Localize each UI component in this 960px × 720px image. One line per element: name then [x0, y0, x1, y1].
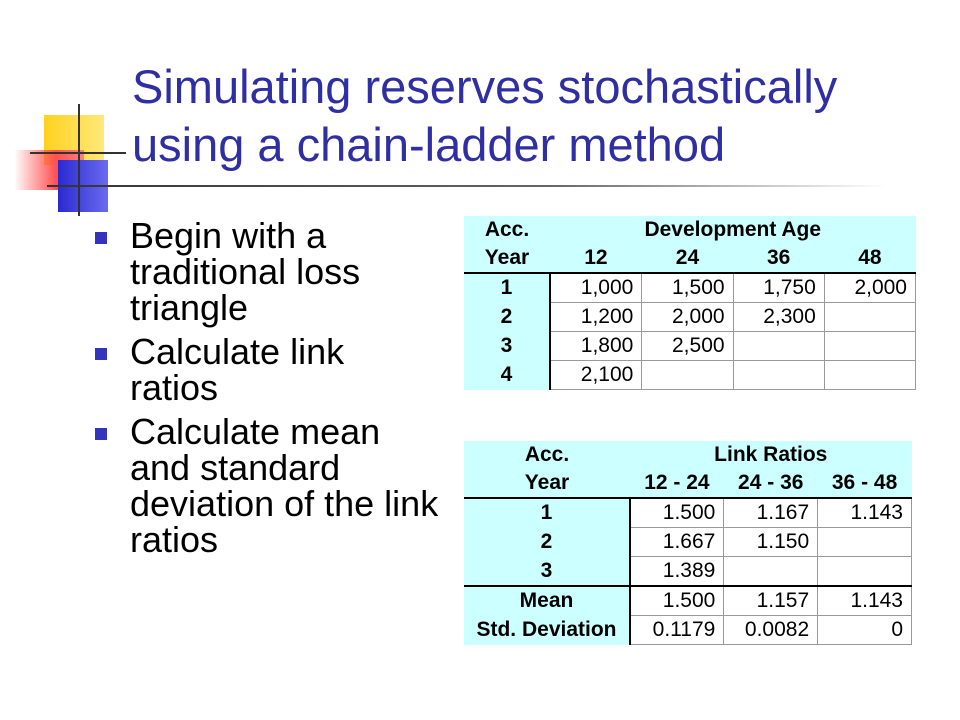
std-deviation-label: Std. Deviation [464, 616, 630, 645]
table-cell: 1.389 [630, 557, 724, 587]
table-row [464, 361, 916, 390]
row-header: 1 [464, 273, 550, 303]
table-cell [818, 557, 912, 587]
table-cell: 1,800 [550, 332, 642, 361]
vertical-line [78, 104, 80, 216]
mean-label: Mean [464, 586, 630, 616]
table-cell [824, 332, 915, 361]
slide-title [132, 58, 932, 174]
column-header: 36 - 48 [818, 469, 912, 498]
bullet-text: Calculate mean and standard deviation of the link ratios [130, 411, 439, 560]
table-cell: 1.143 [818, 498, 912, 528]
row-header: 4 [464, 361, 550, 390]
table-row [464, 557, 912, 587]
table-cell: 0.1179 [630, 616, 724, 645]
column-header: 24 [642, 244, 733, 273]
std-deviation-row [464, 616, 912, 645]
table-cell [824, 303, 915, 332]
development-age-header: Development Age [550, 216, 916, 244]
table-cell: 1,750 [733, 273, 824, 303]
table-row [464, 332, 916, 361]
table-row [464, 273, 916, 303]
table-row [464, 303, 916, 332]
table-row [464, 528, 912, 557]
mean-row [464, 586, 912, 616]
table-cell: 1,200 [550, 303, 642, 332]
acc-header: Acc. [464, 441, 630, 469]
title-underline [47, 185, 887, 187]
table-cell: 1.167 [724, 498, 818, 528]
bullet-item [95, 215, 440, 328]
table-cell: 0 [818, 616, 912, 645]
table-cell: 1,000 [550, 273, 642, 303]
table-cell [733, 361, 824, 390]
column-header: 24 - 36 [724, 469, 818, 498]
table-cell: 1,500 [642, 273, 733, 303]
bullet-item [95, 411, 440, 560]
row-header: 3 [464, 557, 630, 587]
column-header: 12 [550, 244, 642, 273]
acc-header: Acc. [464, 216, 550, 244]
row-header: 2 [464, 528, 630, 557]
row-header: 1 [464, 498, 630, 528]
table-cell: 0.0082 [724, 616, 818, 645]
table-row [464, 498, 912, 528]
table-cell: 1.500 [630, 586, 724, 616]
table-cell: 2,500 [642, 332, 733, 361]
column-header: 48 [824, 244, 915, 273]
title-line-2: using a chain-ladder method [132, 118, 726, 171]
table-cell [818, 528, 912, 557]
table-cell: 1.500 [630, 498, 724, 528]
table-cell [733, 332, 824, 361]
year-header: Year [464, 244, 550, 273]
bullet-text: Calculate link ratios [130, 331, 345, 408]
row-header: 3 [464, 332, 550, 361]
table-cell: 1.157 [724, 586, 818, 616]
square-bullet-icon [95, 232, 107, 244]
bullet-item [95, 331, 440, 408]
title-line-1: Simulating reserves stochastically [132, 60, 838, 113]
square-bullet-icon [95, 348, 107, 360]
column-header: 36 [733, 244, 824, 273]
table-cell: 1.667 [630, 528, 724, 557]
link-ratios-table [464, 441, 912, 645]
template-decoration [0, 0, 130, 215]
table-cell: 2,300 [733, 303, 824, 332]
table-cell [642, 361, 733, 390]
table-cell [824, 361, 915, 390]
bullet-text: Begin with a traditional loss triangle [130, 215, 361, 328]
table-cell: 2,000 [642, 303, 733, 332]
table-cell: 1.143 [818, 586, 912, 616]
square-bullet-icon [95, 428, 107, 440]
row-header: 2 [464, 303, 550, 332]
horizontal-line [30, 152, 126, 154]
bullet-list [95, 215, 440, 566]
loss-triangle-table [464, 216, 916, 390]
column-header: 12 - 24 [630, 469, 724, 498]
table-cell: 2,100 [550, 361, 642, 390]
table-cell: 2,000 [824, 273, 915, 303]
table-cell [724, 557, 818, 587]
link-ratios-header: Link Ratios [630, 441, 912, 469]
table-cell: 1.150 [724, 528, 818, 557]
year-header: Year [464, 469, 630, 498]
